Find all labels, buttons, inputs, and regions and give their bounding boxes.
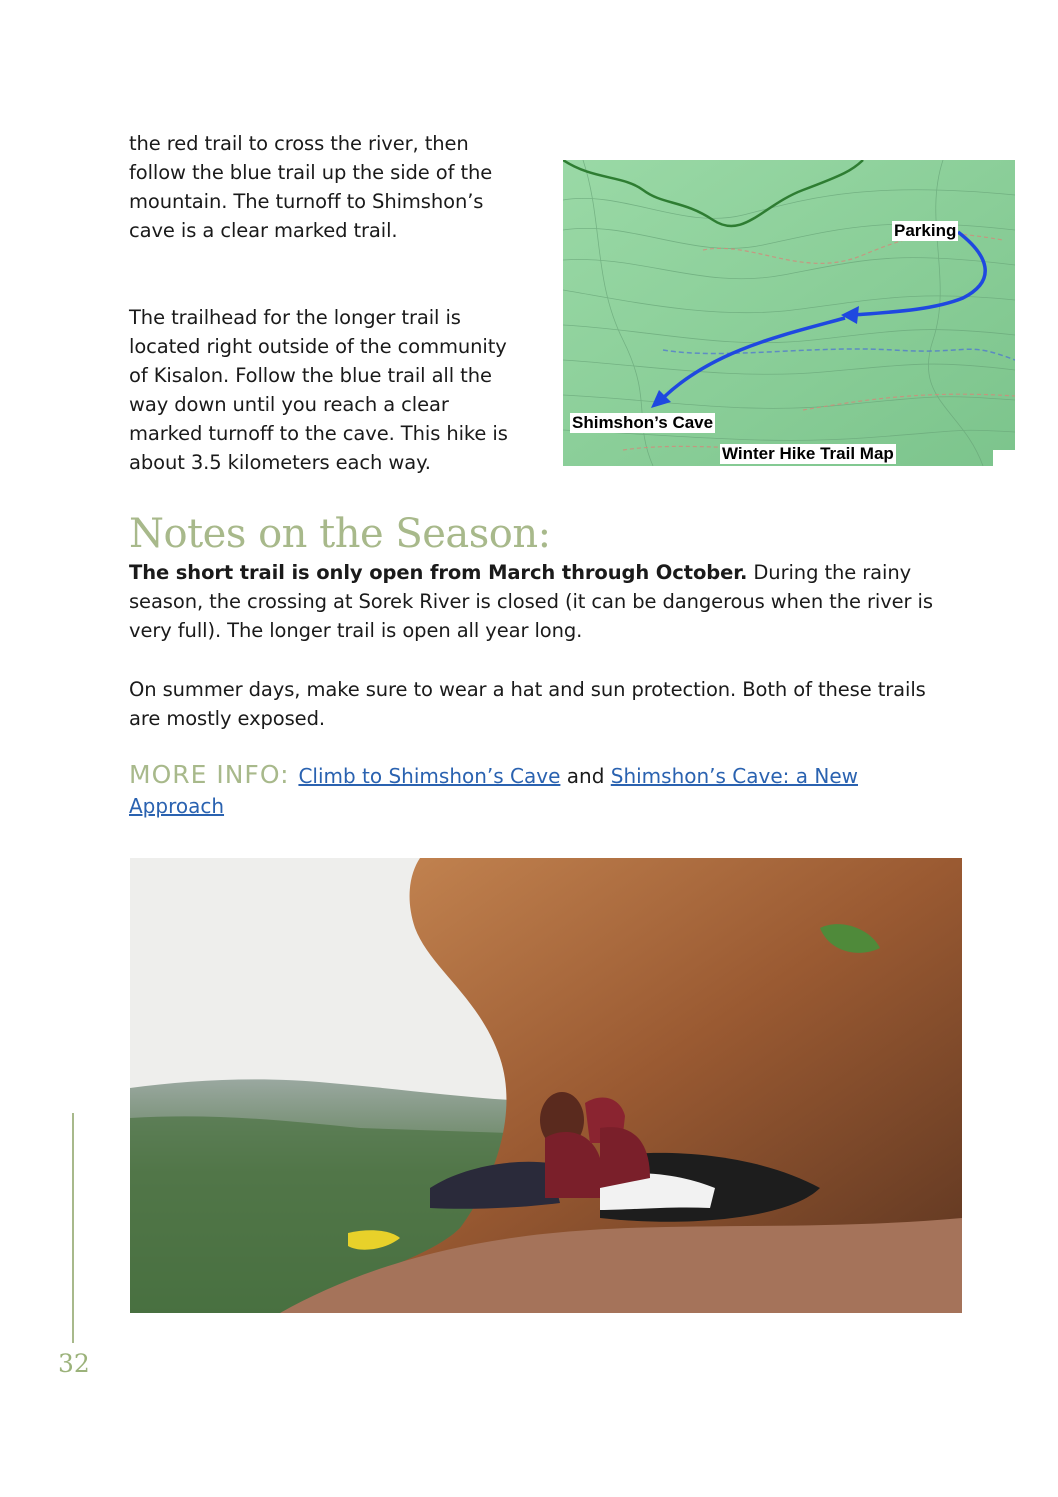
cave-photo <box>130 858 962 1313</box>
season-rest-text: During the rainy season, the crossing at Sorek River is closed (it can be dangerous when the river is very full). The longer trail is open all year long. <box>129 561 933 642</box>
map-title-label: Winter Hike Trail Map <box>722 444 894 463</box>
trail-map <box>563 160 1015 466</box>
climb-to-cave-link[interactable]: Climb to Shimshon’s Cave <box>298 764 561 788</box>
longer-trail-paragraph: The trailhead for the longer trail is located right outside of the community of Kisalon. Follow the blue trail all the way down until you reach a clear marked turnoff to the cave. This hike is about 3.5 kilometers each way. <box>129 306 508 474</box>
more-info-line <box>129 760 949 821</box>
side-rule <box>72 1113 74 1343</box>
and-connector: and <box>560 764 611 788</box>
new-approach-link[interactable]: Shimshon’s Cave: a New Approach <box>129 764 858 818</box>
more-info-label: MORE INFO <box>129 760 281 789</box>
cave-scene-graphic <box>130 858 962 1313</box>
season-paragraph <box>129 558 949 645</box>
trail-description-paragraph: the red trail to cross the river, then follow the blue trail up the side of the mountain. The turnoff to Shimshon’s cave is a clear marked trail. <box>129 132 493 242</box>
more-info-colon: : <box>280 760 299 789</box>
page-number: 32 <box>58 1349 90 1378</box>
season-bold-text: The short trail is only open from March through October. <box>129 561 748 584</box>
parking-label: Parking <box>894 221 957 240</box>
summer-paragraph: On summer days, make sure to wear a hat and sun protection. Both of these trails are mostly exposed. <box>129 678 926 730</box>
cave-label: Shimshon’s Cave <box>572 413 714 432</box>
section-heading: Notes on the Season: <box>129 511 551 557</box>
